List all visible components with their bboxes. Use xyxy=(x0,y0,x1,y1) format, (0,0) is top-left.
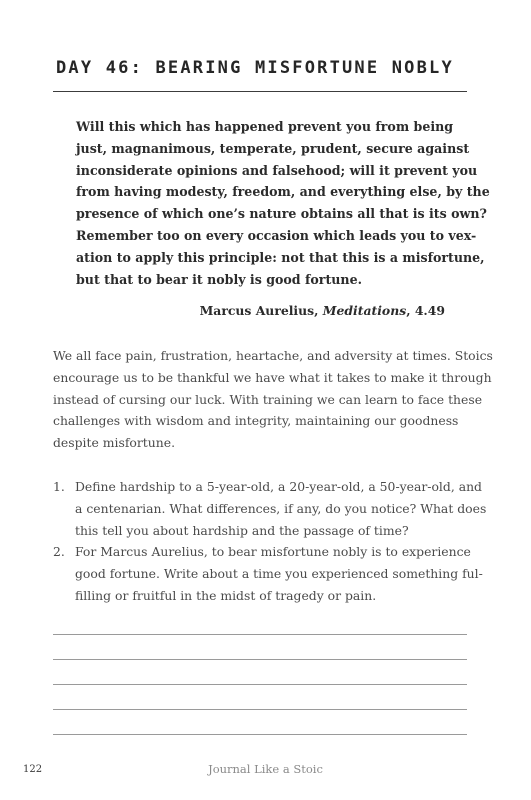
writing-line xyxy=(53,659,467,660)
writing-line xyxy=(53,734,467,735)
prompt-list xyxy=(53,476,487,607)
quote-block xyxy=(76,116,490,290)
quote-line: Remember too on every occasion which leads you to vex- xyxy=(76,227,477,243)
quote-line: ation to apply this principle: not that this is a misfortune, xyxy=(76,249,485,265)
quote-line: from having modesty, freedom, and everything else, by the xyxy=(76,184,490,200)
quote-author: Marcus Aurelius, xyxy=(199,303,319,318)
quote-line: presence of which one’s nature obtains all that is its own? xyxy=(76,206,487,222)
page-number: 122 xyxy=(23,764,43,775)
prompt-item xyxy=(53,541,483,606)
paragraph-line: We all face pain, frustration, heartache, and adversity at times. Stoics xyxy=(53,348,493,363)
quote-line: Will this which has happened prevent you from being xyxy=(76,119,454,134)
quote-attribution xyxy=(200,303,445,318)
prompt-line: this tell you about hardship and the passage of time? xyxy=(75,522,409,538)
prompt-line: For Marcus Aurelius, to bear misfortune nobly is to experience xyxy=(75,544,471,560)
quote-work: Meditations xyxy=(322,303,407,318)
writing-line xyxy=(53,634,467,635)
prompt-number: 2. xyxy=(53,544,65,560)
prompt-line: filling or fruitful in the midst of tragedy or pain. xyxy=(75,587,377,603)
prompt-line: good fortune. Write about a time you experienced something ful- xyxy=(75,566,483,582)
prompt-line: Define hardship to a 5-year-old, a 20-year-old, a 50-year-old, and xyxy=(75,479,482,494)
quote-line: but that to bear it nobly is good fortune. xyxy=(76,271,362,287)
quote-line: just, magnanimous, temperate, prudent, secure against xyxy=(76,140,470,156)
paragraph-line: despite misfortune. xyxy=(53,435,176,451)
intro-paragraph xyxy=(53,345,493,454)
running-footer-title: Journal Like a Stoic xyxy=(208,762,323,776)
paragraph-line: instead of cursing our luck. With training we can learn to face these xyxy=(53,391,483,407)
quote-line: inconsiderate opinions and falsehood; will it prevent you xyxy=(76,162,478,178)
quote-reference: , 4.49 xyxy=(406,303,445,318)
writing-line xyxy=(53,709,467,710)
heading-rule xyxy=(53,91,467,92)
paragraph-line: challenges with wisdom and integrity, maintaining our goodness xyxy=(53,413,459,429)
prompt-item xyxy=(53,476,487,541)
prompt-line: a centenarian. What differences, if any, do you notice? What does xyxy=(75,500,487,516)
page-heading: DAY 46: BEARING MISFORTUNE NOBLY xyxy=(56,58,454,78)
writing-line xyxy=(53,684,467,685)
paragraph-line: encourage us to be thankful we have what it takes to make it through xyxy=(53,369,492,385)
prompt-number: 1. xyxy=(53,479,65,494)
